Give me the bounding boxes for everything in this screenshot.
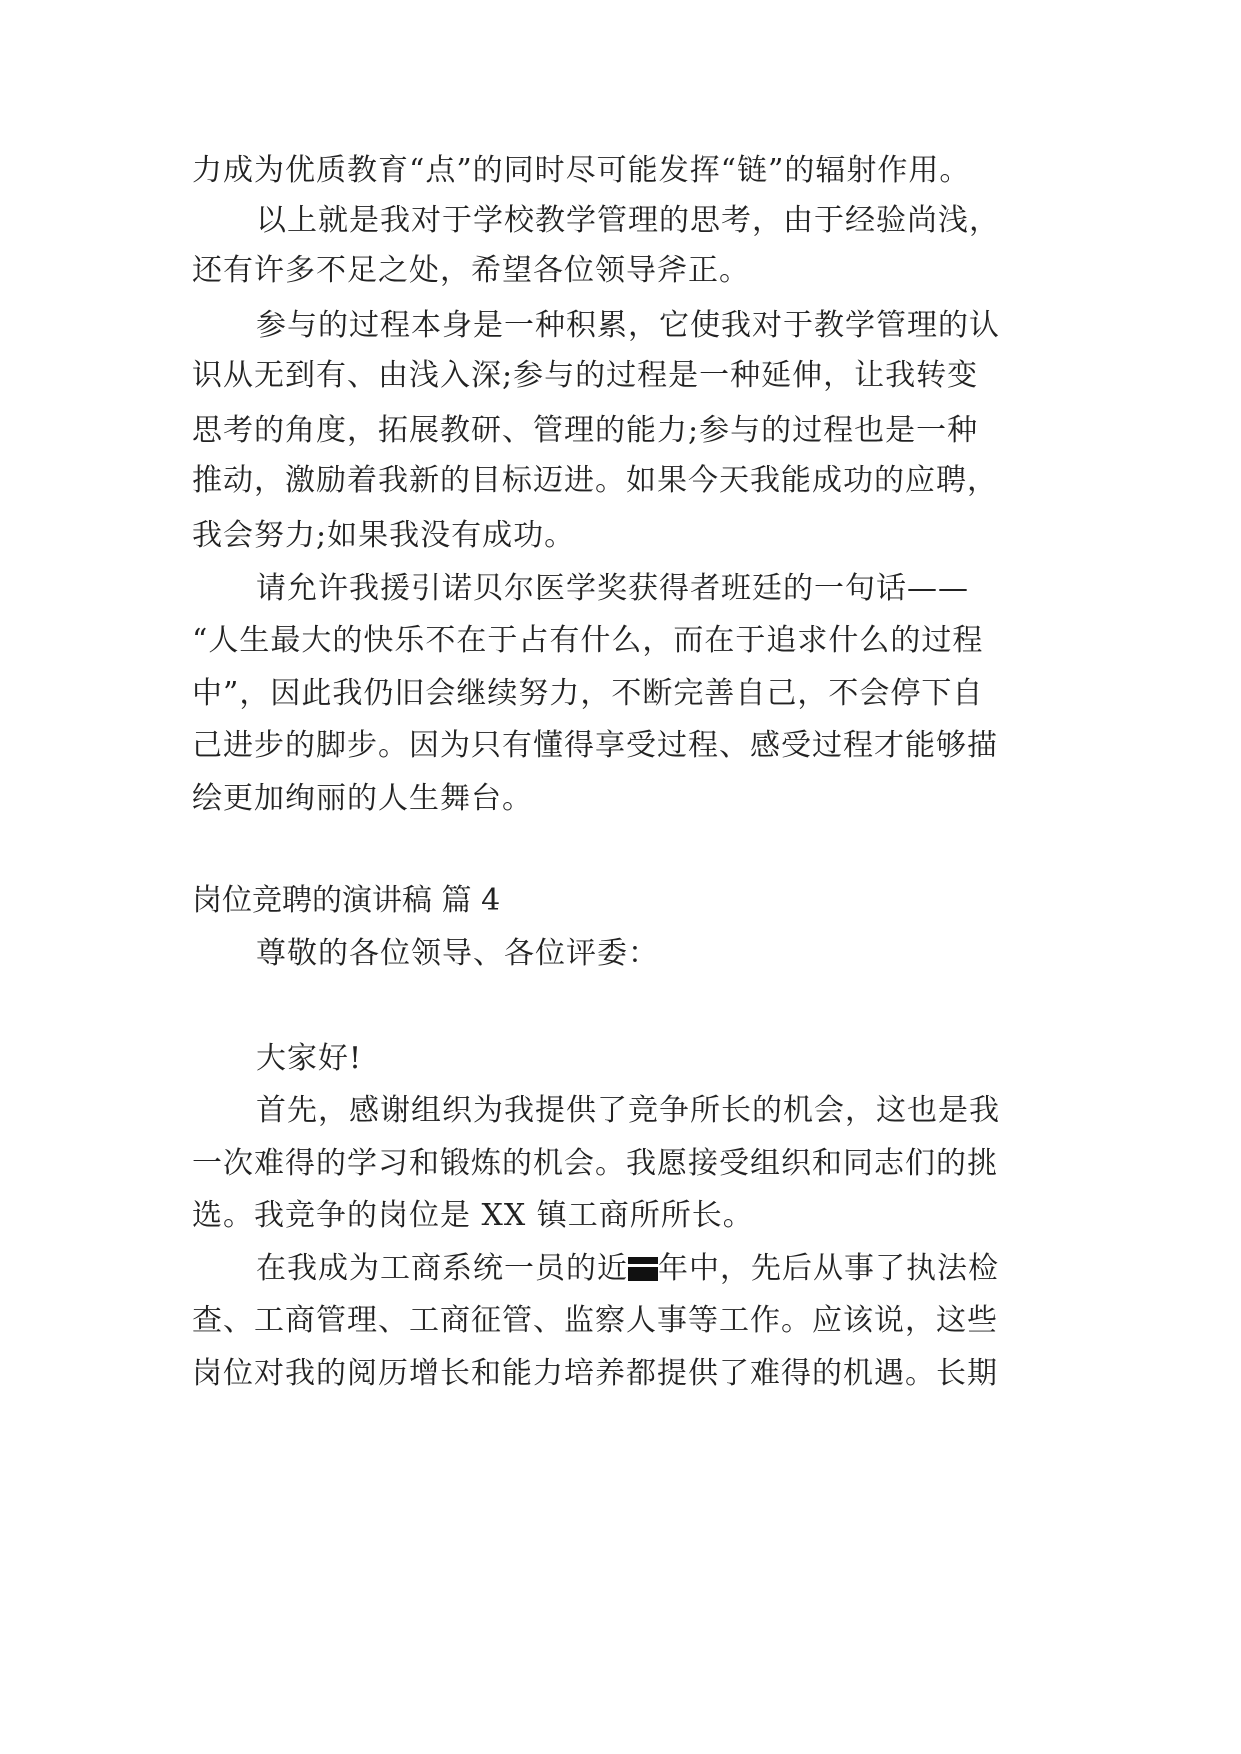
text-line: 还有许多不足之处，希望各位领导斧正。 <box>192 253 750 288</box>
text-line: 请允许我援引诺贝尔医学奖获得者班廷的一句话—— <box>256 571 969 606</box>
text-line-with-redaction <box>256 1249 999 1289</box>
text-line: 绘更加绚丽的人生舞台。 <box>192 781 533 816</box>
text-line: “人生最大的快乐不在于占有什么，而在于追求什么的过程 <box>192 623 984 658</box>
text-line: 一次难得的学习和锻炼的机会。我愿接受组织和同志们的挑 <box>192 1146 998 1181</box>
greeting: 大家好! <box>256 1041 363 1076</box>
salutation: 尊敬的各位领导、各位评委： <box>256 936 659 971</box>
text-line: 首先，感谢组织为我提供了竞争所长的机会，这也是我 <box>256 1093 1000 1128</box>
text-line: 己进步的脚步。因为只有懂得享受过程、感受过程才能够描 <box>192 728 998 763</box>
text-line: 思考的角度，拓展教研、管理的能力;参与的过程也是一种 <box>192 413 979 448</box>
text-line: 识从无到有、由浅入深;参与的过程是一种延伸，让我转变 <box>192 358 979 393</box>
text-line: 参与的过程本身是一种积累，它使我对于教学管理的认 <box>256 308 1000 343</box>
text-line: 推动，激励着我新的目标迈进。如果今天我能成功的应聘， <box>192 463 998 498</box>
text-line: 查、工商管理、工商征管、监察人事等工作。应该说，这些 <box>192 1303 998 1338</box>
text-line: 我会努力;如果我没有成功。 <box>192 518 576 553</box>
section-heading: 岗位竞聘的演讲稿 篇 4 <box>192 883 501 918</box>
text-segment: 在我成为工商系统一员的近 <box>256 1251 628 1286</box>
text-line: 中”，因此我仍旧会继续努力，不断完善自己，不会停下自 <box>192 676 984 711</box>
redaction-mark <box>628 1257 658 1281</box>
text-line: 选。我竞争的岗位是 XX 镇工商所所长。 <box>192 1198 754 1233</box>
text-line: 以上就是我对于学校教学管理的思考，由于经验尚浅， <box>256 203 1000 238</box>
text-segment: 年中，先后从事了执法检 <box>658 1251 999 1286</box>
text-line: 力成为优质教育“点”的同时尽可能发挥“链”的辐射作用。 <box>192 153 971 188</box>
text-line: 岗位对我的阅历增长和能力培养都提供了难得的机遇。长期 <box>192 1356 998 1391</box>
